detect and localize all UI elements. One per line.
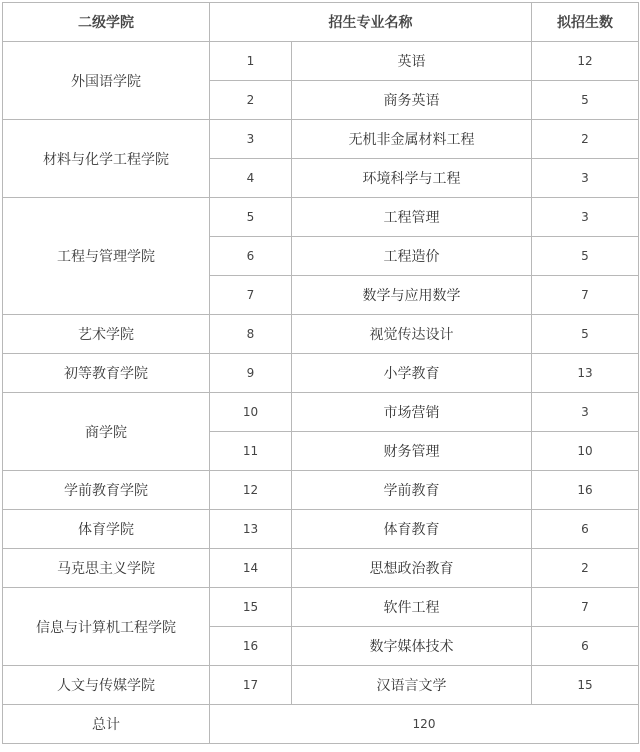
planned-count-cell: 3 xyxy=(532,159,639,198)
total-label: 总计 xyxy=(3,705,210,744)
major-name-cell: 英语 xyxy=(292,42,532,81)
major-name-cell: 数学与应用数学 xyxy=(292,276,532,315)
row-number-cell: 4 xyxy=(210,159,292,198)
major-name-cell: 商务英语 xyxy=(292,81,532,120)
table-row xyxy=(3,198,639,237)
planned-count-cell: 7 xyxy=(532,588,639,627)
planned-count-cell: 15 xyxy=(532,666,639,705)
major-name-cell: 市场营销 xyxy=(292,393,532,432)
table-row xyxy=(3,549,639,588)
planned-count-cell: 12 xyxy=(532,42,639,81)
row-number-cell: 15 xyxy=(210,588,292,627)
table-row xyxy=(3,588,639,627)
major-name-cell: 数字媒体技术 xyxy=(292,627,532,666)
college-cell: 学前教育学院 xyxy=(3,471,210,510)
row-number-cell: 11 xyxy=(210,432,292,471)
row-number-cell: 10 xyxy=(210,393,292,432)
planned-count-cell: 13 xyxy=(532,354,639,393)
header-count: 拟招生数 xyxy=(532,3,639,42)
planned-count-cell: 6 xyxy=(532,510,639,549)
total-row xyxy=(3,705,639,744)
major-name-cell: 工程管理 xyxy=(292,198,532,237)
row-number-cell: 5 xyxy=(210,198,292,237)
planned-count-cell: 3 xyxy=(532,198,639,237)
enrollment-table xyxy=(2,2,639,744)
row-number-cell: 12 xyxy=(210,471,292,510)
planned-count-cell: 2 xyxy=(532,120,639,159)
row-number-cell: 14 xyxy=(210,549,292,588)
college-cell: 材料与化学工程学院 xyxy=(3,120,210,198)
planned-count-cell: 10 xyxy=(532,432,639,471)
college-cell: 初等教育学院 xyxy=(3,354,210,393)
college-cell: 外国语学院 xyxy=(3,42,210,120)
table-row xyxy=(3,315,639,354)
header-college: 二级学院 xyxy=(3,3,210,42)
major-name-cell: 无机非金属材料工程 xyxy=(292,120,532,159)
row-number-cell: 17 xyxy=(210,666,292,705)
college-cell: 艺术学院 xyxy=(3,315,210,354)
major-name-cell: 视觉传达设计 xyxy=(292,315,532,354)
table-body xyxy=(3,42,639,705)
total-value: 120 xyxy=(210,705,639,744)
major-name-cell: 环境科学与工程 xyxy=(292,159,532,198)
major-name-cell: 学前教育 xyxy=(292,471,532,510)
major-name-cell: 思想政治教育 xyxy=(292,549,532,588)
planned-count-cell: 5 xyxy=(532,315,639,354)
row-number-cell: 7 xyxy=(210,276,292,315)
major-name-cell: 体育教育 xyxy=(292,510,532,549)
college-cell: 体育学院 xyxy=(3,510,210,549)
row-number-cell: 13 xyxy=(210,510,292,549)
college-cell: 马克思主义学院 xyxy=(3,549,210,588)
college-cell: 信息与计算机工程学院 xyxy=(3,588,210,666)
planned-count-cell: 5 xyxy=(532,237,639,276)
major-name-cell: 软件工程 xyxy=(292,588,532,627)
college-cell: 人文与传媒学院 xyxy=(3,666,210,705)
table-row xyxy=(3,471,639,510)
row-number-cell: 1 xyxy=(210,42,292,81)
table-row xyxy=(3,666,639,705)
table-header-row xyxy=(3,3,639,42)
planned-count-cell: 16 xyxy=(532,471,639,510)
planned-count-cell: 7 xyxy=(532,276,639,315)
major-name-cell: 工程造价 xyxy=(292,237,532,276)
row-number-cell: 9 xyxy=(210,354,292,393)
row-number-cell: 3 xyxy=(210,120,292,159)
table-row xyxy=(3,120,639,159)
major-name-cell: 汉语言文学 xyxy=(292,666,532,705)
row-number-cell: 2 xyxy=(210,81,292,120)
table-row xyxy=(3,393,639,432)
planned-count-cell: 2 xyxy=(532,549,639,588)
planned-count-cell: 3 xyxy=(532,393,639,432)
table-row xyxy=(3,42,639,81)
major-name-cell: 财务管理 xyxy=(292,432,532,471)
row-number-cell: 16 xyxy=(210,627,292,666)
major-name-cell: 小学教育 xyxy=(292,354,532,393)
row-number-cell: 6 xyxy=(210,237,292,276)
table-row xyxy=(3,354,639,393)
college-cell: 商学院 xyxy=(3,393,210,471)
planned-count-cell: 5 xyxy=(532,81,639,120)
header-major: 招生专业名称 xyxy=(210,3,532,42)
row-number-cell: 8 xyxy=(210,315,292,354)
college-cell: 工程与管理学院 xyxy=(3,198,210,315)
planned-count-cell: 6 xyxy=(532,627,639,666)
table-row xyxy=(3,510,639,549)
